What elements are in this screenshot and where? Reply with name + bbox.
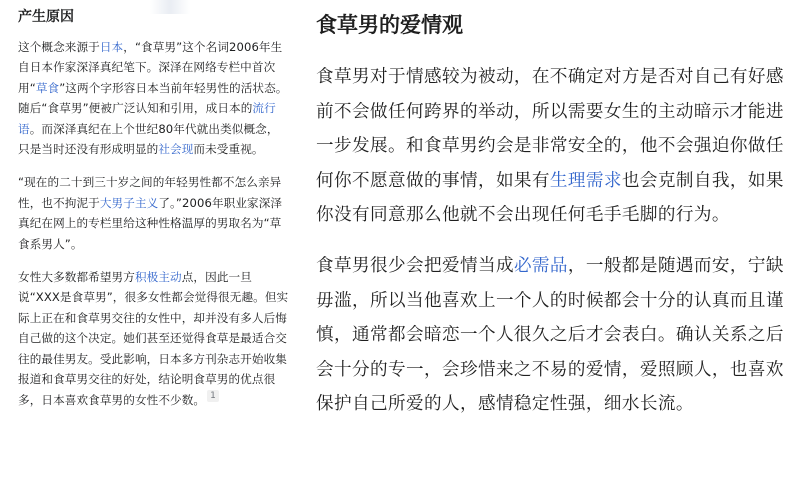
text: 女性大多数都希望男方 <box>18 270 135 285</box>
right-paragraph-1 <box>316 60 790 233</box>
text: 而未受重视。 <box>193 142 264 157</box>
left-paragraph-2 <box>18 172 290 254</box>
link-proactive[interactable]: 积极主动 <box>134 270 182 285</box>
text: 。而深泽真纪在上个世纪80年代就出类似概念，只是当时还没有形成明显的 <box>18 121 279 157</box>
right-paragraph-2 <box>316 249 790 422</box>
text: ，“食草男”这个名词2006年生自日本作家深泽真纪笔下。深泽在网络专栏中首次用“ <box>18 40 283 95</box>
reference-badge[interactable]: 1 <box>207 390 219 402</box>
left-article-section <box>0 0 300 494</box>
right-article-section <box>306 0 800 494</box>
section-heading: 产生原因 <box>18 9 74 25</box>
text: 食草男很少会把爱情当成 <box>316 255 514 276</box>
link-social-phenomenon[interactable]: 社会现 <box>158 142 194 157</box>
left-paragraph-3 <box>18 267 290 410</box>
text: 了。”2006年职业家深泽真纪在网上的专栏里给这种性格温厚的男取名为“草食系男人”。 <box>18 195 283 251</box>
article-title: 食草男的爱情观 <box>316 13 463 37</box>
link-herbivore[interactable]: 草食 <box>35 80 60 95</box>
link-physiological-needs[interactable]: 生理需求 <box>549 170 622 191</box>
text: ”这两个字形容日本当前年轻男性的活状态。随后“食草男”便被广泛认知和引用，成日本的 <box>18 80 288 116</box>
link-buzzword[interactable]: 流行语 <box>18 101 276 136</box>
text: 食草男对于情感较为被动，在不确定对方是否对自己有好感前不会做任何跨界的举动，所以需要女生的主动暗示才能进一步发展。和食草男约会是非常安全的，他不会强迫你做任何你不愿意做的事情，如果有 <box>316 67 784 191</box>
text: 点，因此一旦说“XXX是食草男”，很多女性都会觉得很无趣。但实际上正在和食草男交往的女性中，却并没有多人后悔自己做的这个决定。她们甚至还觉得食草是最适合交往的最佳男友。受此影响，日本多方刊杂志开始收集报道和食草男交往的好处，结论明食草男的优点很多，日本喜欢食草男的女性不少数。 <box>18 270 289 407</box>
text: ，一般都是随遇而安，宁缺毋滥，所以当他喜欢上一个人的时候都会十分的认真而且谨慎，通常都会暗恋一个人很久之后才会表白。确认关系之后会十分的专一，会珍惜来之不易的爱情，爱照顾人，也喜欢保护自己所爱的人，感情稳定性强，细水长流。 <box>316 255 784 415</box>
text: “现在的二十到三十岁之间的年轻男性都不怎么亲异性，也不拘泥于 <box>18 175 282 210</box>
link-japan[interactable]: 日本 <box>99 40 124 54</box>
left-paragraph-1 <box>18 37 290 159</box>
text: 这个概念来源于 <box>18 40 100 54</box>
link-male-chauvinism[interactable]: 大男子主义 <box>99 195 159 210</box>
link-necessity[interactable]: 必需品 <box>513 255 568 276</box>
text: 也会克制自我，如果你没有同意那么他就不会出现任何毛手毛脚的行为。 <box>316 170 784 226</box>
top-fade-decoration <box>150 0 190 14</box>
